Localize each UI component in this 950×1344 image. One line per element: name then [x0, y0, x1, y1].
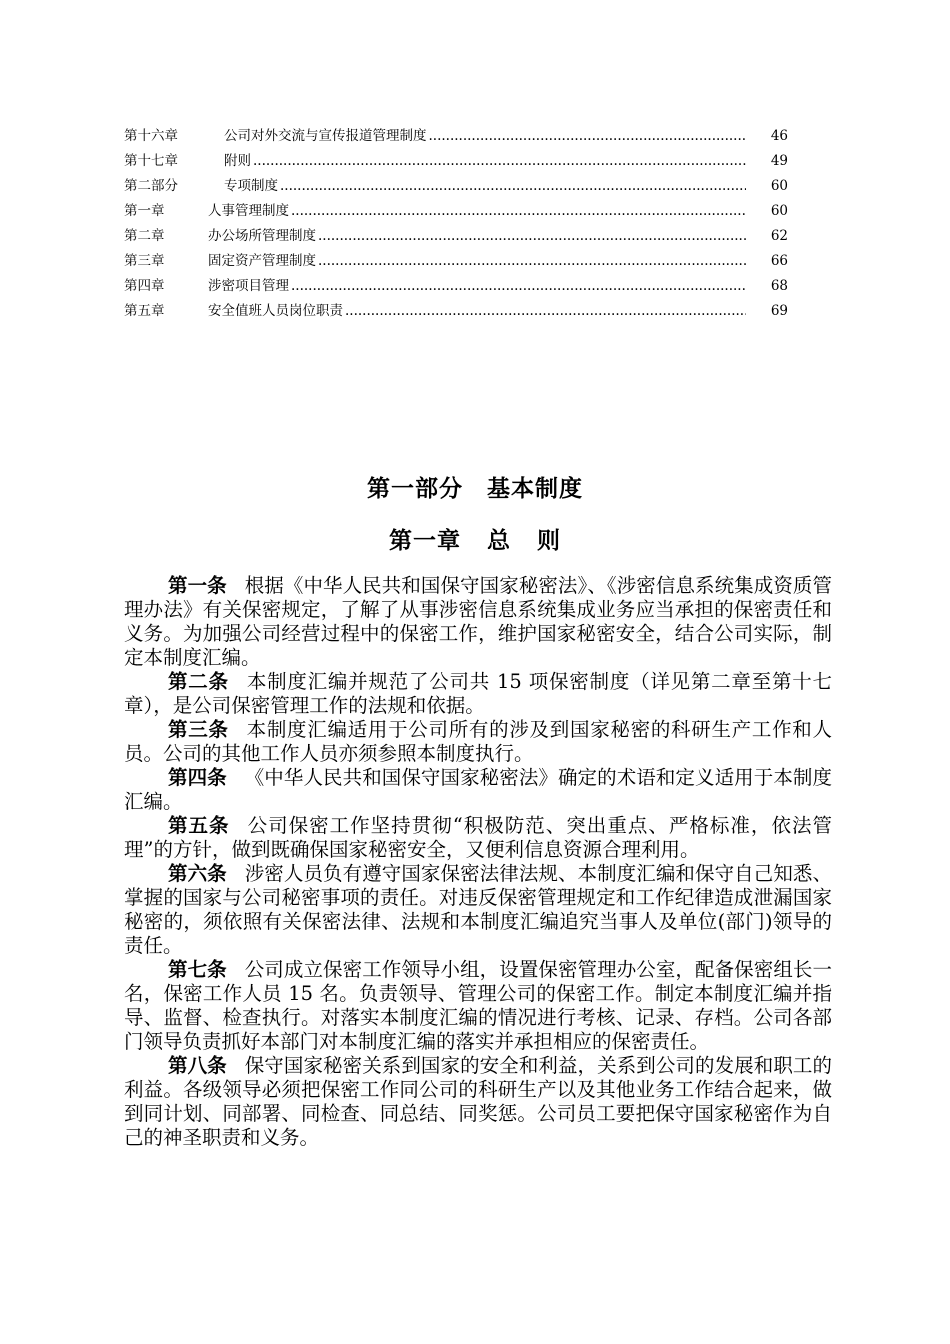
article-label: 第七条	[168, 958, 227, 981]
toc-entry[interactable]	[124, 274, 788, 299]
toc-chapter-title: 专项制度	[224, 178, 278, 194]
article-label: 第八条	[168, 1054, 227, 1077]
part-heading-number: 第一部分	[367, 475, 463, 502]
article-label: 第二条	[168, 670, 229, 693]
toc-page-number: 60	[770, 178, 788, 194]
article-label: 第四条	[168, 766, 227, 789]
article-text: 本制度汇编适用于公司所有的涉及到国家秘密的科研生产工作和人员。公司的其他工作人员亦须参照本制度执行。	[124, 718, 832, 765]
toc-leader-dots	[253, 149, 746, 174]
article-paragraph	[124, 670, 832, 718]
toc-chapter-label: 第四章	[124, 278, 165, 294]
toc-page-number: 66	[770, 253, 788, 269]
toc-chapter-title: 涉密项目管理	[208, 278, 289, 294]
toc-page-number: 60	[770, 203, 788, 219]
toc-chapter-title: 办公场所管理制度	[208, 228, 316, 244]
toc-page-number: 69	[770, 303, 788, 319]
chapter-heading	[0, 522, 950, 555]
chapter-heading-word1: 总	[487, 527, 511, 554]
article-paragraph	[124, 814, 832, 862]
toc-chapter-title: 安全值班人员岗位职责	[208, 303, 343, 319]
article-paragraph	[124, 1054, 832, 1150]
article-text: 涉密人员负有遵守国家保密法律法规、本制度汇编和保守自己知悉、掌握的国家与公司秘密事项的责任。对违反保密管理规定和工作纪律造成泄漏国家秘密的，须依照有关保密法律、法规和本制度汇编追究当事人及单位(部门)领导的责任。	[124, 862, 832, 957]
article-label: 第五条	[168, 814, 230, 837]
toc-leader-dots	[291, 274, 746, 299]
toc-chapter-label: 第十六章	[124, 128, 178, 144]
article-text: 保守国家秘密关系到国家的安全和利益，关系到公司的发展和职工的利益。各级领导必须把保密工作同公司的科研生产以及其他业务工作结合起来，做到同计划、同部署、同检查、同总结、同奖惩。公司员工要把保守国家秘密作为自己的神圣职责和义务。	[124, 1054, 832, 1149]
chapter-heading-number: 第一章	[389, 527, 461, 554]
toc-chapter-label: 第十七章	[124, 153, 178, 169]
chapter-heading-word2: 则	[537, 527, 561, 554]
article-paragraph	[124, 574, 832, 670]
toc-leader-dots	[318, 249, 746, 274]
toc-chapter-label: 第五章	[124, 303, 165, 319]
toc-entry[interactable]	[124, 249, 788, 274]
toc-entry[interactable]	[124, 199, 788, 224]
toc-chapter-label: 第一章	[124, 203, 165, 219]
toc-leader-dots	[318, 224, 746, 249]
toc-entry[interactable]	[124, 149, 788, 174]
article-text: 根据《中华人民共和国保守国家秘密法》、《涉密信息系统集成资质管理办法》有关保密规定，了解了从事涉密信息系统集成业务应当承担的保密责任和义务。为加强公司经营过程中的保密工作，维护国家秘密安全，结合公司实际，制定本制度汇编。	[124, 574, 832, 669]
toc-entry[interactable]	[124, 224, 788, 249]
article-label: 第一条	[168, 574, 227, 597]
toc-page-number: 46	[770, 128, 788, 144]
article-paragraph	[124, 766, 832, 814]
article-label: 第六条	[168, 862, 227, 885]
toc-page-number: 68	[770, 278, 788, 294]
toc-chapter-title: 公司对外交流与宣传报道管理制度	[224, 128, 427, 144]
toc-chapter-title: 人事管理制度	[208, 203, 289, 219]
toc-entry[interactable]	[124, 124, 788, 149]
toc-page-number: 62	[770, 228, 788, 244]
article-text: 公司成立保密工作领导小组，设置保密管理办公室，配备保密组长一名，保密工作人员 15 名。负责领导、管理公司的保密工作。制定本制度汇编并指导、监督、检查执行。对落实本制度汇编的情况进行考核、记录、存档。公司各部门领导负责抓好本部门对本制度汇编的落实并承担相应的保密责任。	[124, 958, 832, 1053]
article-paragraph	[124, 718, 832, 766]
toc-chapter-label: 第二部分	[124, 178, 178, 194]
article-label: 第三条	[168, 718, 229, 741]
article-list	[124, 574, 832, 1150]
article-paragraph	[124, 958, 832, 1054]
toc-chapter-label: 第三章	[124, 253, 165, 269]
part-heading-name: 基本制度	[487, 475, 583, 502]
article-text: 公司保密工作坚持贯彻“积极防范、突出重点、严格标准，依法管理”的方针，做到既确保国家秘密安全，又便利信息资源合理利用。	[124, 814, 832, 861]
part-heading	[0, 470, 950, 503]
toc-entry[interactable]	[124, 299, 788, 324]
toc-leader-dots	[291, 199, 746, 224]
toc-chapter-title: 固定资产管理制度	[208, 253, 316, 269]
article-paragraph	[124, 862, 832, 958]
toc-entry[interactable]	[124, 174, 788, 199]
table-of-contents	[124, 124, 788, 324]
toc-chapter-label: 第二章	[124, 228, 165, 244]
article-text: 本制度汇编并规范了公司共 15 项保密制度（详见第二章至第十七章），是公司保密管理工作的法规和依据。	[124, 670, 832, 717]
toc-leader-dots	[280, 174, 746, 199]
toc-page-number: 49	[770, 153, 788, 169]
toc-leader-dots	[429, 124, 747, 149]
article-text: 《中华人民共和国保守国家秘密法》确定的术语和定义适用于本制度汇编。	[124, 766, 832, 813]
toc-chapter-title: 附则	[224, 153, 251, 169]
toc-leader-dots	[345, 299, 746, 324]
